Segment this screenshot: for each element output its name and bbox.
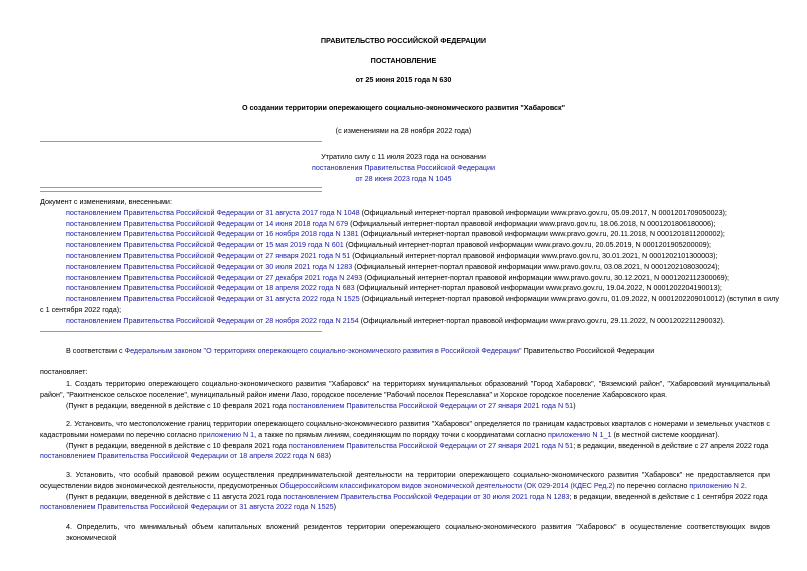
note-text: (Пункт в редакции, введенной в действие с 10 февраля 2021 года (66, 440, 289, 450)
revision-note: (с изменениями на 28 ноября 2022 года) (335, 126, 472, 135)
preamble-text: Правительство Российской Федерации (521, 346, 655, 355)
amendment-text: (Официальный интернет-портал правовой информации www.pravo.gov.ru, 20.05.2019, N 0001201905200009); (343, 240, 711, 250)
divider (40, 141, 322, 142)
amendment-link[interactable]: постановлением Правительства Российской Федерации от 27 декабря 2021 года N 2493 (66, 272, 363, 282)
note-text: ) (333, 502, 337, 512)
government-name: ПРАВИТЕЛЬСТВО РОССИЙСКОЙ ФЕДЕРАЦИИ (320, 36, 487, 45)
document-title: О создании территории опережающего социально-экономического развития "Хабаровск" (241, 103, 566, 112)
paragraph-text: осуществлении видов экономической деятельности, предусмотренных (40, 480, 280, 490)
amendment-link[interactable]: постановлением Правительства Российской Федерации от 31 августа 2022 года N 1525 (66, 294, 360, 304)
amendment-text: (Официальный интернет-портал правовой информации www.pravo.gov.ru, 18.06.2018, N 0001201806180006); (348, 218, 716, 228)
paragraph-text: . (744, 480, 747, 490)
amendments-intro: Документ с изменениями, внесенными: (40, 197, 172, 206)
preamble-text: В соответствии с (66, 346, 125, 355)
amendment-link[interactable]: постановлением Правительства Российской Федерации от 31 августа 2022 года N 1525 (40, 502, 334, 512)
note-text: ) (328, 451, 332, 461)
appendix-1-1-link[interactable]: приложению N 1_1 (548, 429, 612, 439)
repeal-link-2[interactable]: от 28 июня 2023 года N 1045 (355, 174, 452, 183)
paragraph-text: 4. Определить, что минимальный объем капитальных вложений резидентов территории опережающего социально-экономического развития "Хабаровск" в осуществление соответствующих видов экономической (66, 522, 770, 542)
note-text: (Пункт в редакции, введенной в действие с 11 августа 2021 года (66, 491, 284, 501)
amendment-link[interactable]: постановлением Правительства Российской Федерации от 28 ноября 2022 года N 2154 (66, 315, 359, 325)
preamble (40, 346, 770, 357)
amendment-text-continued: с 1 сентября 2022 года); (40, 304, 122, 314)
amendment-text: (Официальный интернет-портал правовой информации www.pravo.gov.ru, 03.08.2021, N 0001202108030024); (352, 261, 720, 271)
paragraph-text: кадастровыми номерами по перечню согласно (40, 429, 199, 439)
amendment-link[interactable]: постановлением Правительства Российской Федерации от 15 мая 2019 года N 601 (66, 240, 344, 250)
amendment-link[interactable]: постановлением Правительства Российской Федерации от 18 апреля 2022 года N 683 (40, 451, 329, 461)
document-kind: ПОСТАНОВЛЕНИЕ (370, 56, 437, 65)
amendment-link[interactable]: постановлением Правительства Российской Федерации от 30 июля 2021 года N 1283 (283, 491, 570, 501)
amendment-text: (Официальный интернет-портал правовой информации www.pravo.gov.ru, 29.11.2022, N 0001202211290032). (358, 315, 725, 325)
document-date: от 25 июня 2015 года N 630 (355, 75, 452, 84)
appendix-1-link[interactable]: приложению N 1 (198, 429, 255, 439)
amendment-link[interactable]: постановлением Правительства Российской Федерации от 30 июля 2021 года N 1283 (66, 261, 353, 271)
amendment-text: (Официальный интернет-портал правовой информации www.pravo.gov.ru, 19.04.2022, N 0001202204190013); (354, 283, 722, 293)
divider (40, 187, 322, 188)
amendment-link[interactable]: постановлением Правительства Российской Федерации от 27 января 2021 года N 51 (288, 400, 574, 410)
decree-word: постановляет: (40, 367, 88, 376)
appendix-2-link[interactable]: приложению N 2 (689, 480, 745, 490)
paragraph-text: 2. Установить, что местоположение границ территории опережающего социально-экономического развития "Хабаровск" определяется по границам кадастровых кварталов с номерами и земельных участков с (66, 419, 770, 428)
amendment-text: (Официальный интернет-портал правовой информации www.pravo.gov.ru, 20.11.2018, N 0001201811200002); (358, 229, 725, 239)
paragraph-3 (40, 470, 770, 513)
paragraph-1 (40, 379, 770, 411)
paragraph-text: (в местной системе координат). (611, 429, 720, 439)
divider (40, 331, 322, 332)
repeal-status: Утратило силу с 11 июля 2023 года на основании (321, 152, 486, 161)
amendment-text: (Официальный интернет-портал правовой информации www.pravo.gov.ru, 01.09.2022, N 0001202209010012) (вступил в силу (359, 294, 779, 304)
repeal-link-1[interactable]: постановления Правительства Российской Федерации (311, 163, 496, 172)
note-text: ; в редакции, введенной в действие с 1 сентября 2022 года (569, 491, 768, 501)
paragraph-text: по перечню согласно (614, 480, 690, 490)
note-text: ; в редакции, введенной в действие с 27 апреля 2022 года (573, 440, 769, 450)
paragraph-text: район", "Ракитненское сельское поселение", муниципальный район имени Лазо, городское поселение "Рабочий поселок Переяславка" и Хорское городское поселение Хабаровского края. (40, 389, 668, 399)
amendment-text: (Официальный интернет-портал правовой информации www.pravo.gov.ru, 30.01.2021, N 0001202101300003); (350, 250, 718, 260)
paragraph-text: 1. Создать территорию опережающего социально-экономического развития "Хабаровск" на территориях муниципальных образований "Город Хабаровск", "Вяземский район", "Хабаровский муниципальный (66, 379, 770, 388)
amendment-link[interactable]: постановлением Правительства Российской Федерации от 27 января 2021 года N 51 (66, 250, 351, 260)
note-text: ) (573, 400, 576, 410)
paragraph-text: , а также по прямым линиям, соединяющим по порядку точки с координатами согласно (254, 429, 549, 439)
paragraph-text: 3. Установить, что особый правовой режим осуществления предпринимательской деятельности на территории опережающего социально-экономического развития "Хабаровск" не предоставляется при (66, 470, 770, 479)
amendment-text: (Официальный интернет-портал правовой информации www.pravo.gov.ru, 30.12.2021, N 0001202112300069); (362, 272, 730, 282)
amendment-link[interactable]: постановлением Правительства Российской Федерации от 27 января 2021 года N 51 (288, 440, 574, 450)
paragraph-2 (40, 419, 770, 462)
amendment-link[interactable]: постановлением Правительства Российской Федерации от 31 августа 2017 года N 1048 (66, 207, 360, 217)
amendment-link[interactable]: постановлением Правительства Российской Федерации от 14 июня 2018 года N 679 (66, 218, 349, 228)
federal-law-link[interactable]: Федеральным законом "О территориях опережающего социально-экономического развития в Российской Федерации" (124, 346, 522, 355)
amendment-text: (Официальный интернет-портал правовой информации www.pravo.gov.ru, 05.09.2017, N 0001201709050023); (359, 207, 727, 217)
okved-classifier-link[interactable]: Общероссийским классификатором видов экономической деятельности (ОК 029-2014 (КДЕС Ред.2) (279, 480, 615, 490)
amendment-link[interactable]: постановлением Правительства Российской Федерации от 18 апреля 2022 года N 683 (66, 283, 355, 293)
paragraph-4 (40, 522, 770, 542)
amendment-link[interactable]: постановлением Правительства Российской Федерации от 16 ноября 2018 года N 1381 (66, 229, 359, 239)
divider (40, 191, 322, 192)
amendments-block (40, 197, 779, 327)
note-text: (Пункт в редакции, введенной в действие с 10 февраля 2021 года (66, 400, 289, 410)
